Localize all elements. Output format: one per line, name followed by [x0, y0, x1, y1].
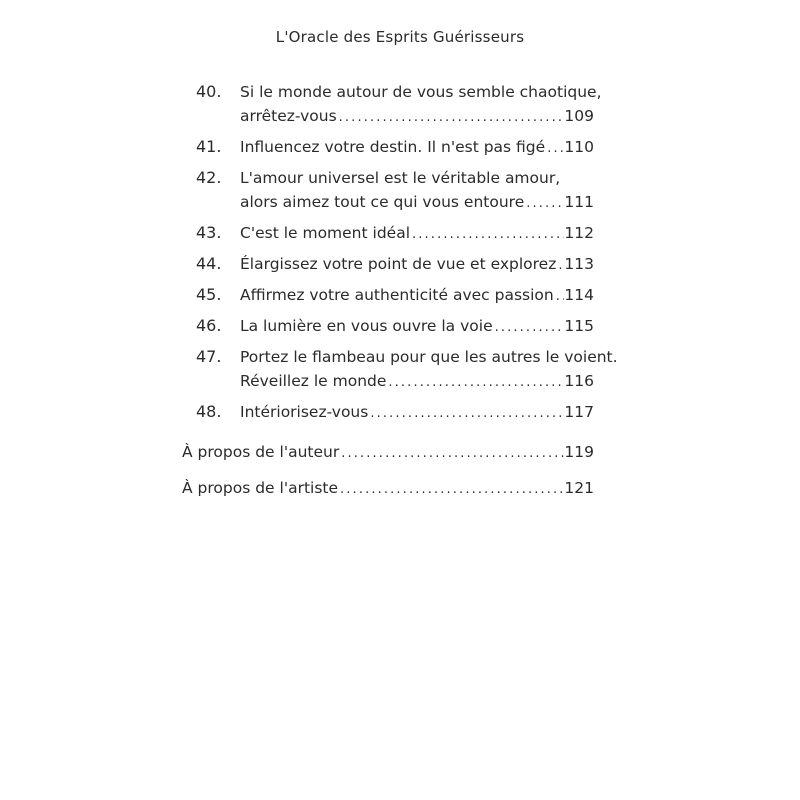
toc-entry-45[interactable]	[182, 283, 594, 309]
back-matter	[182, 440, 594, 502]
dot-leader	[338, 478, 564, 502]
page-number: 116	[564, 372, 594, 390]
entry-title-line: La lumière en vous ouvre la voie	[240, 317, 493, 335]
entry-number: 46.	[196, 316, 222, 335]
entry-title-line: Élargissez votre point de vue et explorez	[240, 255, 557, 273]
entry-title-line: arrêtez-vous	[240, 107, 337, 125]
page-number: 113	[564, 255, 594, 273]
entry-title-line: Influencez votre destin. Il n'est pas figé	[240, 138, 546, 156]
entry-title-line: À propos de l'auteur	[182, 443, 340, 461]
entry-title-line: Intériorisez-vous	[240, 403, 369, 421]
toc-entry-48[interactable]	[182, 400, 594, 426]
dot-leader	[554, 285, 565, 309]
page-number: 111	[564, 193, 594, 211]
toc-entry-about-artist[interactable]	[182, 476, 594, 502]
entry-number: 43.	[196, 223, 222, 242]
table-of-contents	[182, 80, 618, 512]
toc-entry-44[interactable]	[182, 252, 594, 278]
toc-entry-40[interactable]	[182, 80, 602, 130]
dot-leader	[339, 442, 564, 466]
dot-leader	[337, 106, 565, 130]
dot-leader	[368, 402, 564, 426]
running-header: L'Oracle des Esprits Guérisseurs	[275, 28, 525, 46]
entry-number: 40.	[196, 82, 222, 101]
page-number: 109	[564, 107, 594, 125]
page-number: 112	[564, 224, 594, 242]
entry-title-line: L'amour universel est le véritable amour,	[240, 169, 561, 187]
entry-title-line: C'est le moment idéal	[240, 224, 411, 242]
entry-number: 42.	[196, 168, 222, 187]
toc-entry-46[interactable]	[182, 314, 594, 340]
dot-leader	[524, 192, 564, 216]
entry-title-line: Si le monde autour de vous semble chaotique,	[240, 83, 602, 101]
entry-number: 47.	[196, 347, 222, 366]
entry-title-line: alors aimez tout ce qui vous entoure	[240, 193, 525, 211]
toc-entry-47[interactable]	[182, 345, 618, 395]
dot-leader	[556, 254, 564, 278]
dot-leader	[545, 137, 564, 161]
toc-entry-42[interactable]	[182, 166, 594, 216]
dot-leader	[493, 316, 565, 340]
toc-entry-41[interactable]	[182, 135, 594, 161]
page-number: 115	[564, 317, 594, 335]
entry-number: 41.	[196, 137, 222, 156]
toc-entry-43[interactable]	[182, 221, 594, 247]
entry-title-line: Portez le flambeau pour que les autres le voient.	[240, 348, 618, 366]
page-number: 114	[564, 286, 594, 304]
page-number: 117	[564, 403, 594, 421]
entry-number: 45.	[196, 285, 222, 304]
toc-entry-about-author[interactable]	[182, 440, 594, 466]
entry-title-line: Réveillez le monde	[240, 372, 387, 390]
page-number: 121	[564, 479, 594, 497]
entry-number: 48.	[196, 402, 222, 421]
dot-leader	[410, 223, 564, 247]
entry-title-line: À propos de l'artiste	[182, 479, 339, 497]
page-number: 110	[564, 138, 594, 156]
page-number: 119	[564, 443, 594, 461]
entry-number: 44.	[196, 254, 222, 273]
entry-title-line: Affirmez votre authenticité avec passion	[240, 286, 554, 304]
dot-leader	[386, 371, 564, 395]
